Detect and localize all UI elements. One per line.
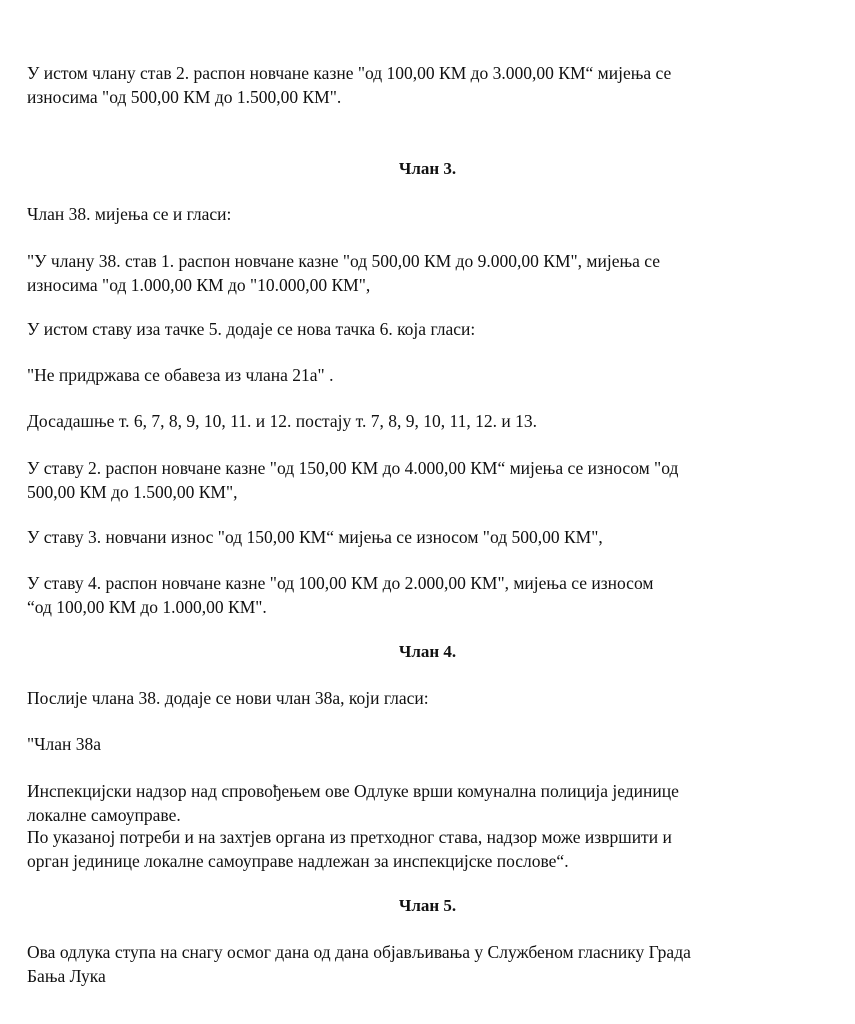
article-3-paragraph-6	[27, 457, 817, 504]
article-3-paragraph-6-line-2: 500,00 КМ до 1.500,00 КМ",	[27, 481, 238, 502]
article-3-paragraph-2	[27, 250, 817, 297]
article-5-paragraph-1	[27, 941, 817, 988]
article-4-paragraph-3-line-1: Инспекцијски надзор над спровођењем ове Одлуке врши комунална полиција јединице	[27, 781, 679, 801]
article-3-paragraph-7: У ставу 3. новчани износ "од 150,00 КМ“ мијења се износом "од 500,00 КМ",	[27, 527, 603, 547]
article-3-paragraph-8	[27, 572, 817, 619]
article-4-paragraph-2: "Члан 38а	[27, 734, 102, 754]
article-4-paragraph-4-line-2: орган јединице локалне самоуправе надлежан за инспекцијске послове“.	[27, 850, 569, 871]
article-3-paragraph-2-line-2: износима "од 1.000,00 КМ до "10.000,00 КМ",	[27, 274, 371, 295]
intro-paragraph	[27, 62, 817, 109]
article-3-paragraph-8-line-1: У ставу 4. распон новчане казне "од 100,00 КМ до 2.000,00 КМ", мијења се износом	[27, 573, 654, 593]
article-5-paragraph-1-line-1: Ова одлука ступа на снагу осмог дана од дана објављивања у Службеном гласнику Града	[27, 942, 691, 962]
intro-line-1: У истом члану став 2. распон новчане казне "од 100,00 КМ до 3.000,00 КМ“ мијења се	[27, 63, 672, 83]
article-3-paragraph-6-line-1: У ставу 2. распон новчане казне "од 150,00 КМ до 4.000,00 КМ“ мијења се износом "од	[27, 458, 679, 478]
article-4-heading: Члан 4.	[398, 642, 457, 661]
article-3-paragraph-8-line-2: “од 100,00 КМ до 1.000,00 КМ".	[27, 596, 267, 617]
article-4-paragraph-1: Послије члана 38. додаје се нови члан 38а, који гласи:	[27, 688, 429, 708]
article-4-paragraph-3	[27, 780, 817, 827]
article-5-heading: Члан 5.	[398, 896, 457, 915]
article-3-paragraph-5: Досадашње т. 6, 7, 8, 9, 10, 11. и 12. постају т. 7, 8, 9, 10, 11, 12. и 13.	[27, 411, 537, 431]
article-3-paragraph-4: "Не придржава се обавеза из члана 21а" .	[27, 365, 334, 385]
article-4-paragraph-4	[27, 826, 817, 873]
intro-line-2: износима "од 500,00 КМ до 1.500,00 КМ".	[27, 86, 342, 107]
article-4-paragraph-3-line-2: локалне самоуправе.	[27, 804, 181, 825]
article-3-heading: Члан 3.	[398, 159, 457, 178]
article-4-paragraph-4-line-1: По указаној потреби и на захтјев органа из претходног става, надзор може извршити и	[27, 827, 672, 847]
article-3-paragraph-3: У истом ставу иза тачке 5. додаје се нова тачка 6. која гласи:	[27, 319, 476, 339]
article-3-paragraph-1: Члан 38. мијења се и гласи:	[27, 204, 232, 224]
article-5-paragraph-1-line-2: Бања Лука	[27, 965, 106, 986]
article-3-paragraph-2-line-1: "У члану 38. став 1. распон новчане казне "од 500,00 КМ до 9.000,00 КМ", мијења се	[27, 251, 661, 271]
